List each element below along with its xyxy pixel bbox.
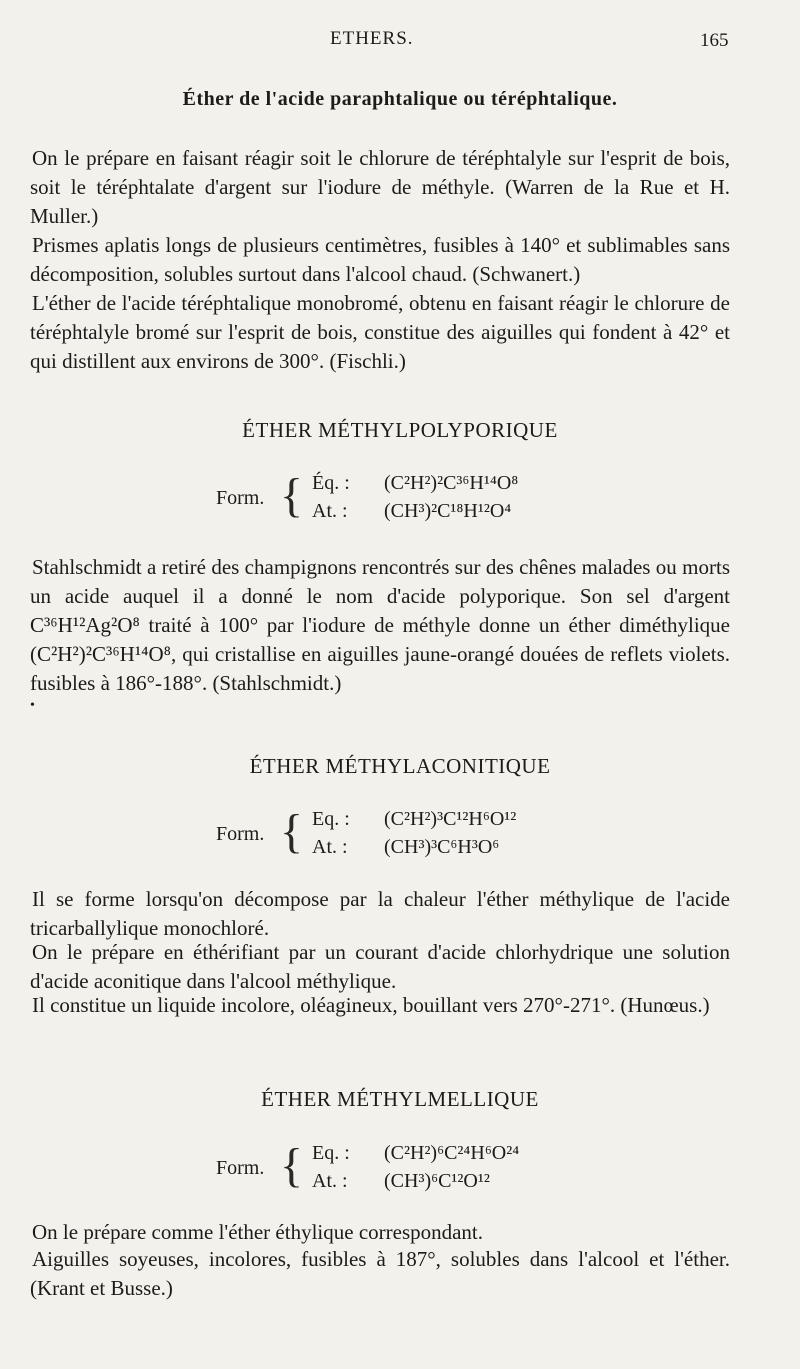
formula-label: Form. bbox=[216, 823, 265, 845]
formula-block bbox=[200, 470, 600, 530]
paragraph: L'éther de l'acide téréphtalique monobromé, obtenu en faisant réagir le chlorure de téréphtalyle bromé sur l'esprit de bois, constitue des aiguilles qui fondent à 42° et qui distillent aux environs de 300°. (Fischli.) bbox=[30, 291, 730, 373]
at-label: At. : bbox=[312, 500, 348, 522]
at-label: At. : bbox=[312, 1170, 348, 1192]
formula-label: Form. bbox=[216, 1157, 265, 1179]
brace-symbol: { bbox=[280, 1139, 304, 1192]
paragraph: Prismes aplatis longs de plusieurs centimètres, fusibles à 140° et sublimables sans décomposition, solubles surtout dans l'alcool chaud. (Schwanert.) bbox=[30, 233, 730, 286]
brace-symbol: { bbox=[280, 469, 304, 522]
stray-mark: • bbox=[30, 698, 35, 713]
running-title: ETHERS. bbox=[330, 28, 414, 49]
at-label: At. : bbox=[312, 836, 348, 858]
eq-label: Éq. : bbox=[312, 472, 350, 494]
paragraph: On le prépare comme l'éther éthylique correspondant. bbox=[32, 1220, 484, 1244]
eq-label: Eq. : bbox=[312, 808, 350, 830]
paragraph: On le prépare en faisant réagir soit le chlorure de téréphtalyle sur l'esprit de bois, soit le téréphtalate d'argent sur l'iodure de méthyle. (Warren de la Rue et H. Muller.) bbox=[30, 146, 730, 228]
running-head bbox=[0, 28, 800, 58]
brace-symbol: { bbox=[280, 805, 304, 858]
paragraph: Il constitue un liquide incolore, oléagineux, bouillant vers 270°-271°. (Hunœus.) bbox=[32, 993, 710, 1017]
eq-formula: (C²H²)⁶C²⁴H⁶O²⁴ bbox=[384, 1142, 520, 1164]
eq-formula: (C²H²)²C³⁶H¹⁴O⁸ bbox=[384, 472, 519, 494]
section-title-methylaconitique: ÉTHER MÉTHYLACONITIQUE bbox=[249, 754, 551, 778]
at-formula: (CH³)²C¹⁸H¹²O⁴ bbox=[384, 500, 512, 522]
at-formula: (CH³)³C⁶H³O⁶ bbox=[384, 836, 500, 858]
formula-label: Form. bbox=[216, 487, 265, 509]
formula-block bbox=[200, 806, 600, 866]
paragraph: Il se forme lorsqu'on décompose par la chaleur l'éther méthylique de l'acide tricarballylique monochloré. bbox=[30, 887, 730, 940]
section-title-terephtalique: Éther de l'acide paraphtalique ou téréphtalique. bbox=[182, 88, 618, 110]
paragraph: On le prépare en éthérifiant par un courant d'acide chlorhydrique une solution d'acide aconitique dans l'alcool méthylique. bbox=[30, 940, 730, 993]
section-title-methylpolyporique: ÉTHER MÉTHYLPOLYPORIQUE bbox=[242, 418, 558, 442]
paragraph: Stahlschmidt a retiré des champignons rencontrés sur des chênes malades ou morts un acide auquel il a donné le nom d'acide polyporique. Son sel d'argent C³⁶H¹²Ag²O⁸ traité à 100° par l'iodure de méthyle donne un éther diméthylique (C²H²)²C³⁶H¹⁴O⁸, qui cristallise en aiguilles jaune-orangé douées de reflets violets. fusibles à 186°-188°. (Stahlschmidt.) bbox=[30, 555, 730, 695]
page-number: 165 bbox=[700, 30, 729, 51]
formula-block bbox=[200, 1140, 600, 1200]
eq-formula: (C²H²)³C¹²H⁶O¹² bbox=[384, 808, 517, 830]
eq-label: Eq. : bbox=[312, 1142, 350, 1164]
section-title-methylmellique: ÉTHER MÉTHYLMELLIQUE bbox=[261, 1087, 539, 1111]
at-formula: (CH³)⁶C¹²O¹² bbox=[384, 1170, 490, 1192]
paragraph: Aiguilles soyeuses, incolores, fusibles à 187°, solubles dans l'alcool et l'éther. (Krant et Busse.) bbox=[30, 1247, 730, 1300]
